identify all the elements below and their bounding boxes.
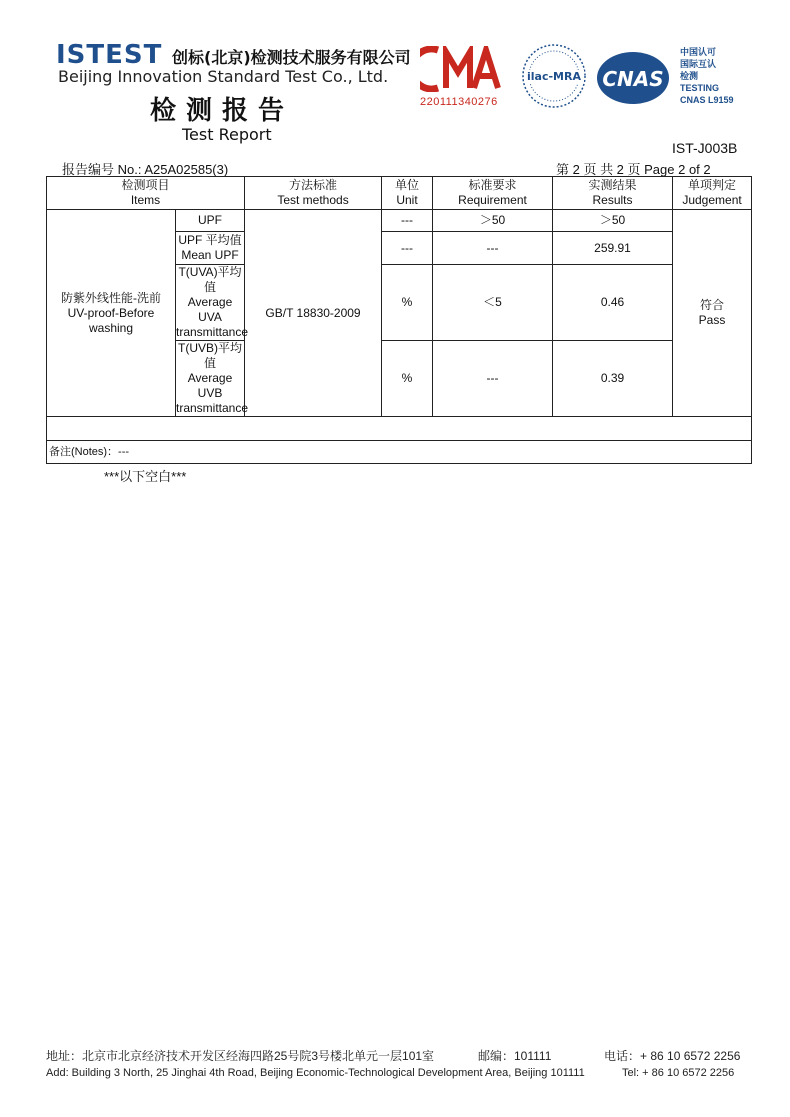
blank-below-marker: ***以下空白*** [104, 469, 187, 484]
unit-cell: --- [382, 232, 433, 265]
unit-cell: % [382, 265, 433, 341]
sub-item-mean-upf: UPF 平均值 Mean UPF [176, 232, 245, 265]
unit-cell: --- [382, 210, 433, 232]
header-unit: 单位 Unit [382, 177, 433, 210]
company-name-en: Beijing Innovation Standard Test Co., Ltd. [58, 67, 389, 86]
table-header-row [47, 177, 752, 210]
table-row [47, 210, 752, 232]
telephone-en: Tel: + 86 10 6572 2256 [622, 1067, 735, 1079]
method-cell: GB/T 18830-2009 [245, 210, 382, 417]
judgement-cell: 符合 Pass [673, 210, 752, 417]
report-title-cn: 检测报告 [150, 96, 295, 126]
empty-row [47, 417, 752, 441]
postcode: 邮编：101111 [478, 1049, 552, 1063]
requirement-cell: --- [433, 341, 553, 417]
empty-cell [47, 417, 752, 441]
header-judgement: 单项判定 Judgement [673, 177, 752, 210]
cnas-accreditation-text: 中国认可 国际互认 检测 TESTING CNAS L9159 [680, 47, 734, 105]
form-code: IST-J003B [672, 140, 738, 156]
address-cn: 地址：北京市北京经济技术开发区经海四路25号院3号楼北单元一层101室 [46, 1049, 435, 1063]
requirement-cell: --- [433, 232, 553, 265]
cnas-logo-text: CNAS [602, 67, 664, 91]
result-cell: ＞50 [553, 210, 673, 232]
cma-logo-text: CMA [420, 46, 423, 47]
sub-item-upf: UPF [176, 210, 245, 232]
ilac-mra-logo-icon [520, 42, 588, 110]
notes-row [47, 441, 752, 464]
result-cell: 259.91 [553, 232, 673, 265]
header-methods: 方法标准 Test methods [245, 177, 382, 210]
notes-cell: 备注(Notes)：--- [47, 441, 752, 464]
result-cell: 0.39 [553, 341, 673, 417]
telephone-cn: 电话：+ 86 10 6572 2256 [604, 1049, 741, 1063]
sub-item-uvb: T(UVB)平均值 Average UVB transmittance [176, 341, 249, 415]
cnas-logo-icon [594, 50, 672, 106]
header-requirement: 标准要求 Requirement [433, 177, 553, 210]
report-number: 报告编号 No.: A25A02585(3) [62, 162, 229, 177]
sub-item-uva: T(UVA)平均值 Average UVA transmittance [176, 265, 249, 339]
header-items: 检测项目 Items [47, 177, 245, 210]
item-name-cell: 防紫外线性能-洗前 UV-proof-Before washing [47, 210, 176, 417]
page-info: 第 2 页 共 2 页 Page 2 of 2 [556, 162, 711, 177]
result-cell: 0.46 [553, 265, 673, 341]
address-en: Add: Building 3 North, 25 Jinghai 4th Road, Beijing Economic-Technological Development Area, Beijing 101111 [46, 1067, 585, 1079]
ilac-logo-text: ilac-MRA [527, 70, 581, 83]
unit-cell: % [382, 341, 433, 417]
company-name-cn: 创标(北京)检测技术服务有限公司 [172, 48, 411, 67]
cma-number: 220111340276 [420, 96, 498, 108]
header-results: 实测结果 Results [553, 177, 673, 210]
report-title-en: Test Report [182, 125, 272, 144]
cma-logo-icon [420, 46, 506, 92]
test-results-table [46, 176, 752, 464]
istest-logo: ISTEST [56, 40, 163, 70]
requirement-cell: ＞50 [433, 210, 553, 232]
requirement-cell: ＜5 [433, 265, 553, 341]
